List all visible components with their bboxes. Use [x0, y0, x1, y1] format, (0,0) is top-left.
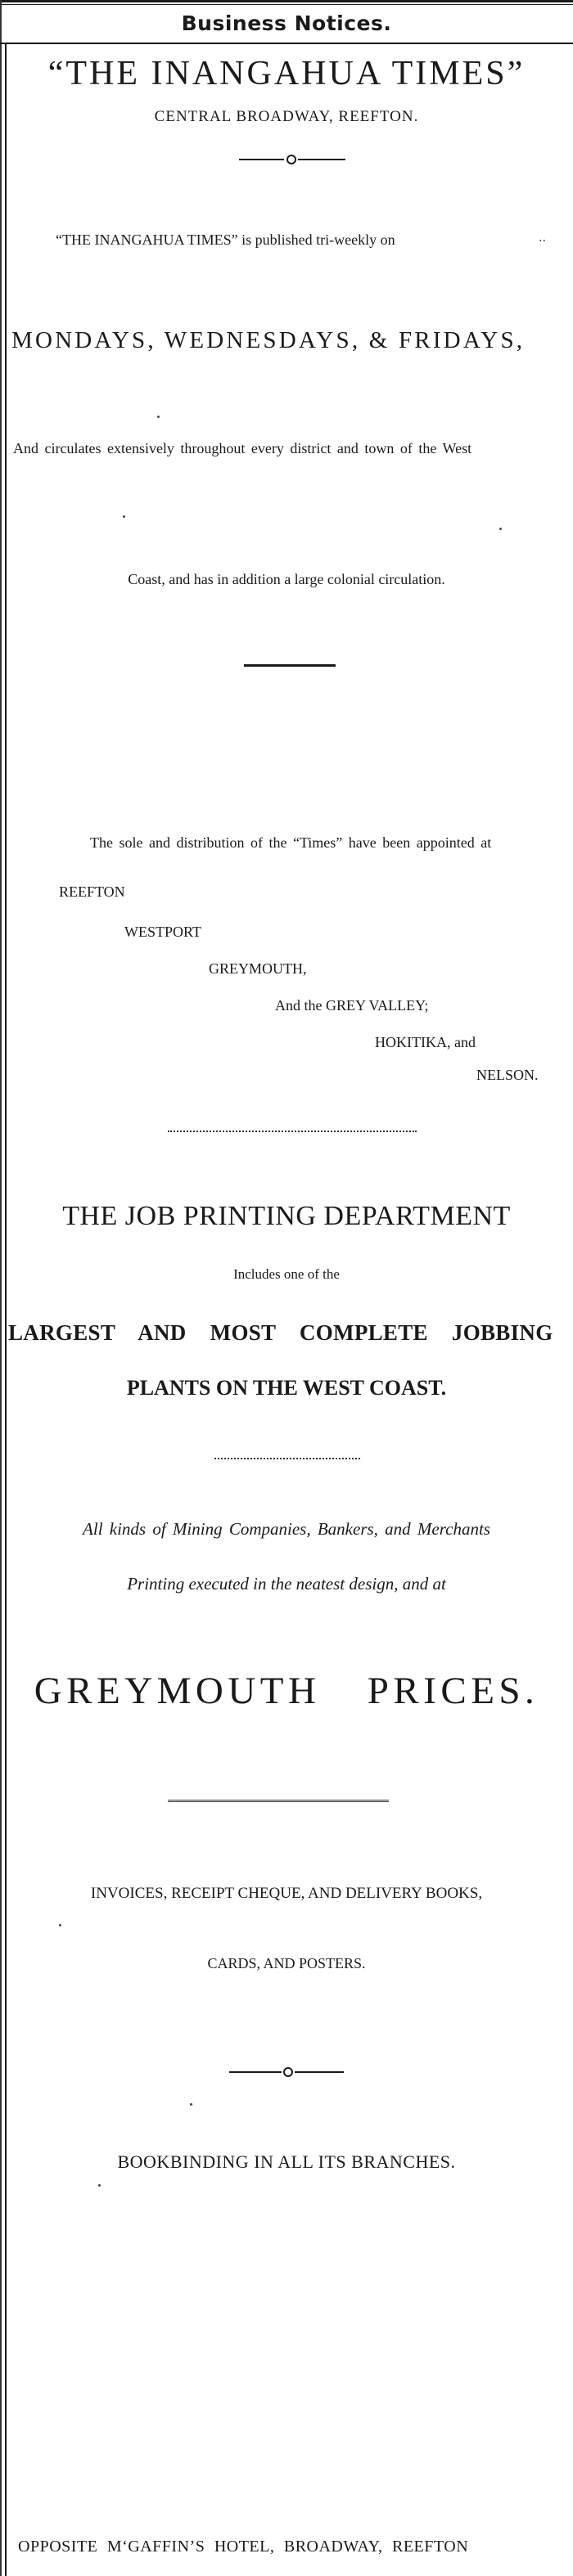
publication-circulation: And circulates extensively throughout every district and town of the West	[13, 440, 472, 456]
place-greymouth: GREYMOUTH,	[209, 960, 307, 977]
footer-address: OPPOSITE M‘GAFFIN’S HOTEL, BROADWAY, REEFTON	[18, 2538, 469, 2556]
divider	[244, 664, 336, 667]
job-printing-italic: All kinds of Mining Companies, Bankers, and Merchants	[83, 1519, 490, 1539]
speck	[59, 1924, 61, 1926]
publication-line: “THE INANGAHUA TIMES” is published tri-weekly on	[56, 232, 395, 248]
job-printing-includes: Includes one of the	[233, 1266, 340, 1282]
job-printing-italic-cont: Printing executed in the neatest design, and at	[127, 1574, 446, 1594]
place-hokitika: HOKITIKA, and	[375, 1034, 476, 1050]
products-line: INVOICES, RECEIPT CHEQUE, AND DELIVERY BOOKS,	[90, 1885, 483, 1902]
job-printing-largest: LARGEST AND MOST COMPLETE JOBBING	[8, 1320, 553, 1345]
speck	[499, 528, 502, 530]
top-rule	[0, 0, 573, 2]
bookbinding: BOOKBINDING IN ALL ITS BRANCHES.	[117, 2151, 456, 2172]
wavy-divider	[168, 1800, 389, 1802]
speck	[157, 416, 160, 418]
dotted-divider	[214, 1458, 360, 1459]
job-printing-plants: PLANTS ON THE WEST COAST.	[126, 1376, 447, 1400]
place-grey-valley: And the GREY VALLEY;	[275, 997, 429, 1014]
place-reefton: REEFTON	[59, 883, 125, 900]
publication-circulation-cont: Coast, and has in addition a large colonial circulation.	[128, 571, 445, 587]
section-heading: Business Notices.	[181, 11, 392, 35]
speck	[190, 2103, 192, 2106]
job-printing-heading: THE JOB PRINTING DEPARTMENT	[62, 1201, 511, 1231]
header-rule	[0, 43, 573, 44]
place-nelson: NELSON.	[476, 1067, 539, 1083]
page-edge-rule	[0, 0, 2, 2576]
masthead-address: CENTRAL BROADWAY, REEFTON.	[154, 108, 419, 125]
circle-divider	[229, 2066, 344, 2078]
greymouth-prices: GREYMOUTH PRICES.	[34, 1670, 539, 1712]
column-rule	[5, 44, 7, 2576]
speck	[98, 2184, 101, 2187]
speck	[123, 515, 125, 518]
publication-days: MONDAYS, WEDNESDAYS, & FRIDAYS,	[11, 327, 526, 353]
products-line-cont: CARDS, AND POSTERS.	[207, 1955, 366, 1971]
dotted-divider	[168, 1131, 417, 1132]
place-westport: WESTPORT	[124, 924, 201, 940]
masthead-title: “THE INANGAHUA TIMES”	[47, 55, 526, 92]
circle-divider	[239, 154, 345, 165]
distribution-intro: The sole and distribution of the “Times” have been appointed at	[90, 834, 492, 851]
stray-mark: ..	[539, 232, 546, 245]
top-rule-thin	[0, 4, 573, 5]
